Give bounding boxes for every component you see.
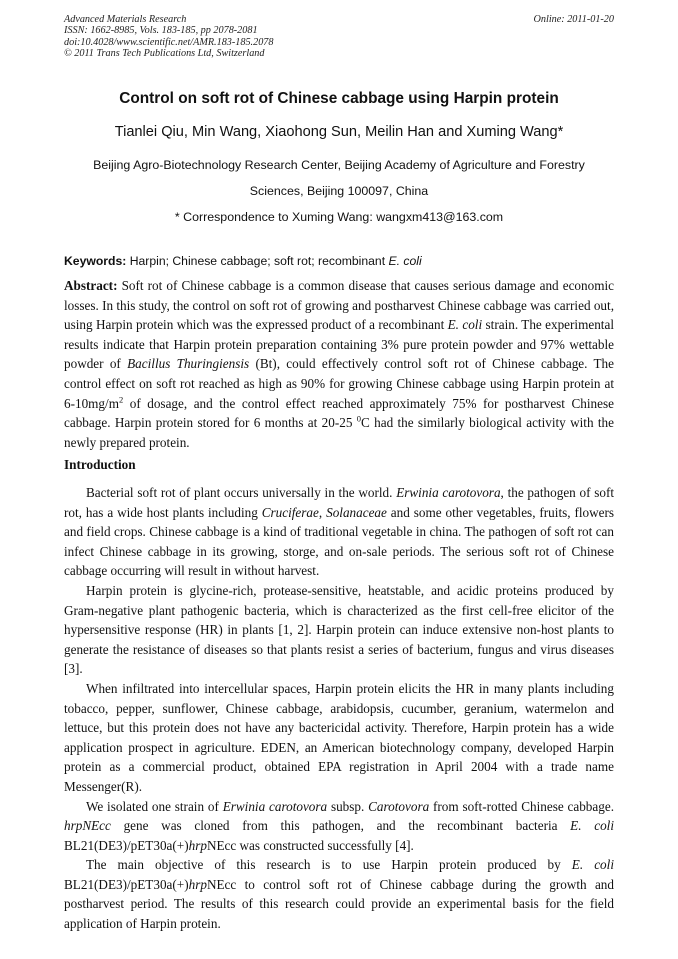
section-heading-introduction: Introduction xyxy=(64,457,136,472)
text: NEcc was constructed successfully [4]. xyxy=(206,837,414,853)
introduction-body xyxy=(64,483,614,934)
keywords-italic: E. coli xyxy=(388,254,422,268)
italic-text: Erwinia carotovora xyxy=(222,798,328,814)
italic-text: Carotovora xyxy=(368,798,430,814)
text: and some other vegetables, fruits, flowers and field crops. Chinese cabbage is a kind of traditional vegetable in china. The pathogen of soft rot can infect Chinese cabbage in its growing, storge, and on-sale periods. The serious soft rot of Chinese cabbage occurring will result in without harvest. xyxy=(64,504,615,579)
intro-paragraph-1 xyxy=(64,483,614,581)
online-date: Online: 2011-01-20 xyxy=(533,14,614,25)
italic-text: hrp xyxy=(188,837,207,853)
abstract-label: Abstract: xyxy=(64,278,118,293)
text: gene was cloned from this pathogen, and the recombinant bacteria xyxy=(110,818,571,834)
abstract-italic: Bacillus Thuringiensis xyxy=(127,356,250,372)
abstract-text: C had the similarly biological activity with the newly prepared protein. xyxy=(64,415,614,450)
italic-text: hrpNEcc xyxy=(64,818,111,834)
abstract-text: of dosage, and the control effect reached approximately 75% for postharvest Chinese cabbage. Harpin protein stored for 6 months at 20-25 xyxy=(64,395,614,431)
keywords xyxy=(64,254,422,268)
author-list: Tianlei Qiu, Min Wang, Xiaohong Sun, Meilin Han and Xuming Wang* xyxy=(114,124,564,140)
issn-line: ISSN: 1662-8985, Vols. 183-185, pp 2078-2081 xyxy=(64,25,258,37)
abstract-text: (Bt), could effectively control soft rot of Chinese cabbage. The control effect on soft rot reached as high as 90% for growing Chinese cabbage using Harpin protein at 6-10mg/m xyxy=(64,356,614,411)
intro-paragraph-2: Harpin protein is glycine-rich, protease-sensitive, heatstable, and acidic proteins produced by Gram-negative plant pathogenic bacteria, which is characterized as the first cell-free elicitor of the hypersensitive response (HR) in plants [1, 2]. Harpin protein can induce extensive non-host plants to generate the resistance of diseases so that plants resist a series of bacterium, fungus and virus diseases [3]. xyxy=(64,582,614,677)
intro-paragraph-5 xyxy=(64,855,614,933)
keywords-text: Harpin; Chinese cabbage; soft rot; recombinant xyxy=(126,254,389,268)
keywords-label: Keywords: xyxy=(64,254,127,268)
affiliation-line-2: Sciences, Beijing 100097, China xyxy=(249,184,429,198)
journal-header xyxy=(64,14,273,59)
text: We isolated one strain of xyxy=(86,798,223,814)
correspondence: * Correspondence to Xuming Wang: wangxm413@163.com xyxy=(174,210,504,224)
italic-text: Erwinia carotovora xyxy=(396,485,501,500)
intro-paragraph-4 xyxy=(64,797,614,856)
text: Bacterial soft rot of plant occurs universally in the world. xyxy=(86,485,397,500)
italic-text: E. coli xyxy=(571,857,614,873)
abstract-superscript: 2 xyxy=(118,394,124,405)
abstract xyxy=(64,276,614,452)
text: NEcc to control soft rot of Chinese cabbage during the growth and postharvest period. The results of this research could provide an experimental basis for the field application of Harpin protein. xyxy=(64,876,614,932)
abstract-italic: E. coli xyxy=(447,317,483,333)
paper-title: Control on soft rot of Chinese cabbage using Harpin protein xyxy=(119,90,559,107)
abstract-paragraph xyxy=(64,276,614,452)
italic-text: hrp xyxy=(188,876,207,892)
text: BL21(DE3)/pET30a(+) xyxy=(64,837,189,853)
text: subsp. xyxy=(327,798,369,814)
text: from soft-rotted Chinese cabbage. xyxy=(429,798,614,814)
text: , xyxy=(318,504,327,520)
italic-text: E. coli xyxy=(570,818,614,834)
journal-name: Advanced Materials Research xyxy=(64,14,187,25)
text: , the pathogen of soft rot, has a wide host plants including xyxy=(64,485,615,520)
text: BL21(DE3)/pET30a(+) xyxy=(64,876,189,892)
italic-text: Solanaceae xyxy=(326,504,387,520)
abstract-text: strain. The experimental results indicate that Harpin protein preparation containing 3% pure protein powder and 97% wettable powder of xyxy=(64,317,614,372)
italic-text: Cruciferae xyxy=(261,504,319,520)
copyright-line: © 2011 Trans Tech Publications Ltd, Switzerland xyxy=(64,47,265,59)
text: The main objective of this research is to use Harpin protein produced by xyxy=(86,857,572,873)
abstract-text: Soft rot of Chinese cabbage is a common disease that causes serious damage and economic losses. In this study, the control on soft rot of growing and postharvest Chinese cabbage was carried out, using Harpin protein which was the expressed product of a recombinant xyxy=(64,278,614,333)
doi-line: doi:10.4028/www.scientific.net/AMR.183-185.2078 xyxy=(64,36,274,48)
intro-paragraph-3: When infiltrated into intercellular spaces, Harpin protein elicits the HR in many plants including tobacco, pepper, sunflower, Chinese cabbage, arabidopsis, cucumber, geranium, watermelon and lettuce, but this protein does not have any bactericidal activity. Therefore, Harpin protein has a wide application prospect in agriculture. EDEN, an American biotechnology company, developed Harpin protein as a commercial product, obtained EPA registration in April 2004 with a trade name Messenger(R). xyxy=(64,680,614,794)
abstract-superscript: 0 xyxy=(356,413,361,424)
affiliation-line-1: Beijing Agro-Biotechnology Research Center, Beijing Academy of Agriculture and Forestry xyxy=(93,158,585,172)
